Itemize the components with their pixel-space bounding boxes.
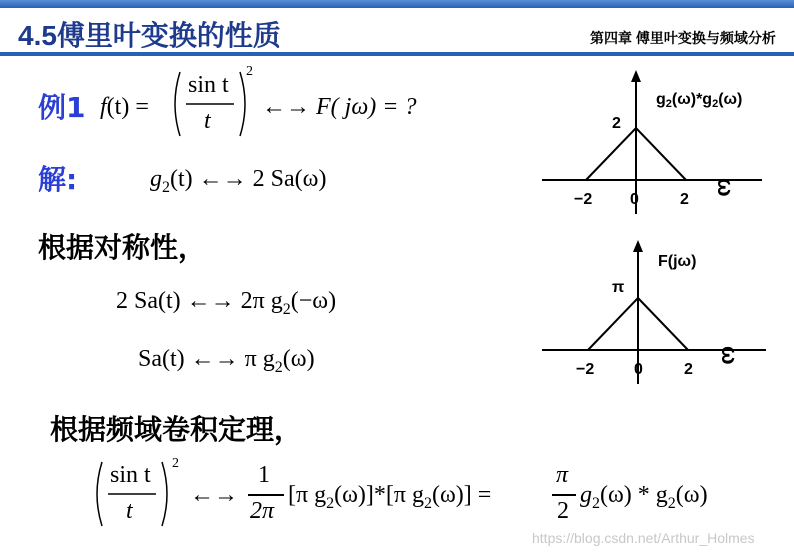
graph-g2-conv: [536, 64, 792, 214]
graph1-tick-2: 2: [680, 191, 689, 208]
symmetry-eq1-left: 2 Sa(t) ←→ 2π g: [116, 288, 283, 314]
graph2-omega-label: ω: [717, 346, 742, 365]
example-rhs: [262, 94, 416, 121]
watermark: https://blog.csdn.net/Arthur_Holmes: [532, 530, 755, 546]
conv-coef2-num: π: [556, 462, 569, 488]
example-frac-num: sin t: [188, 72, 229, 98]
symmetry-eq2-sub: 2: [274, 359, 283, 376]
conv-coef-bar: [248, 494, 284, 496]
graph2-peak-label: π: [612, 279, 625, 296]
symmetry-eq2: [138, 346, 315, 376]
graph1-tick-neg2: −2: [574, 191, 593, 208]
graph1-omega-label: ω: [713, 178, 738, 197]
symmetry-heading: 根据对称性，: [38, 231, 207, 264]
conv-exponent: 2: [172, 456, 179, 471]
conv-coef-num: 1: [258, 462, 270, 488]
example-arrow: ←→: [262, 94, 310, 120]
example-lhs-arg: (t) =: [106, 94, 149, 120]
graph1-title: g2(ω)*g2(ω): [656, 91, 743, 110]
graph2-title: F(jω): [658, 253, 697, 270]
conv-fraction: [92, 458, 172, 530]
conv-end-a: g: [580, 482, 592, 508]
conv-sub2: 2: [424, 495, 432, 512]
conv-coef2-bar: [552, 494, 576, 496]
example-fraction: [170, 68, 250, 140]
conv-mid-a: [π g: [288, 482, 327, 508]
graph2-tick-2: 2: [684, 361, 693, 378]
conv-sub4: 2: [667, 495, 676, 512]
example-exponent: 2: [246, 64, 253, 79]
conv-mid-c: (ω)] =: [432, 482, 492, 508]
symmetry-eq1-sub: 2: [282, 301, 291, 318]
graph2-tick-0: 0: [634, 361, 643, 378]
symmetry-eq1-right: (−ω): [290, 288, 337, 314]
symmetry-eq2-left: Sa(t) ←→ π g: [138, 346, 275, 372]
conv-frac-num: sin t: [110, 462, 151, 488]
solution-sub: 2: [162, 179, 170, 196]
graph1-y-arrowhead: [631, 70, 641, 82]
conv-arrow: ←→: [190, 482, 238, 508]
conv-coef-den: 2π: [250, 498, 275, 524]
header-rule: [0, 52, 794, 56]
conv-end-b: (ω) * g: [600, 482, 668, 508]
graph2-y-arrowhead: [633, 240, 643, 252]
conv-end-c: (ω): [675, 482, 708, 508]
solution-equation: [150, 166, 327, 196]
symmetry-eq2-right: (ω): [282, 346, 315, 372]
solution-label: 解:: [38, 163, 78, 196]
conv-frac-den: t: [126, 498, 133, 524]
conv-coef-frac: [246, 460, 286, 530]
graph1-tick-0: 0: [630, 191, 639, 208]
top-decoration-bar: [0, 0, 794, 8]
slide-title: 4.5傅里叶变换的性质: [18, 20, 281, 51]
example-frac-den: t: [204, 108, 211, 134]
conv-middle: [288, 482, 492, 512]
example-lhs-fn: f: [100, 94, 107, 120]
convolution-heading: 根据频域卷积定理，: [50, 413, 303, 446]
conv-coef2-den: 2: [557, 498, 569, 524]
chapter-label: 第四章 傅里叶变换与频域分析: [590, 30, 776, 46]
conv-end: [580, 482, 708, 512]
graph1-peak-label: 2: [612, 115, 621, 132]
example-label: 例1: [38, 91, 86, 124]
conv-sub3: 2: [592, 495, 600, 512]
conv-sub1: 2: [326, 495, 335, 512]
solution-rest: (t) ←→ 2 Sa(ω): [170, 166, 327, 192]
example-lhs: [100, 94, 149, 121]
solution-g: g: [150, 166, 162, 192]
conv-coef2-frac: [552, 460, 576, 530]
conv-mid-b: (ω)]*[π g: [334, 482, 424, 508]
graph-F-jw: [536, 234, 792, 384]
example-rhs-expr: F( jω) = ?: [316, 94, 417, 120]
symmetry-eq1: [116, 288, 337, 318]
graph2-tick-neg2: −2: [576, 361, 595, 378]
